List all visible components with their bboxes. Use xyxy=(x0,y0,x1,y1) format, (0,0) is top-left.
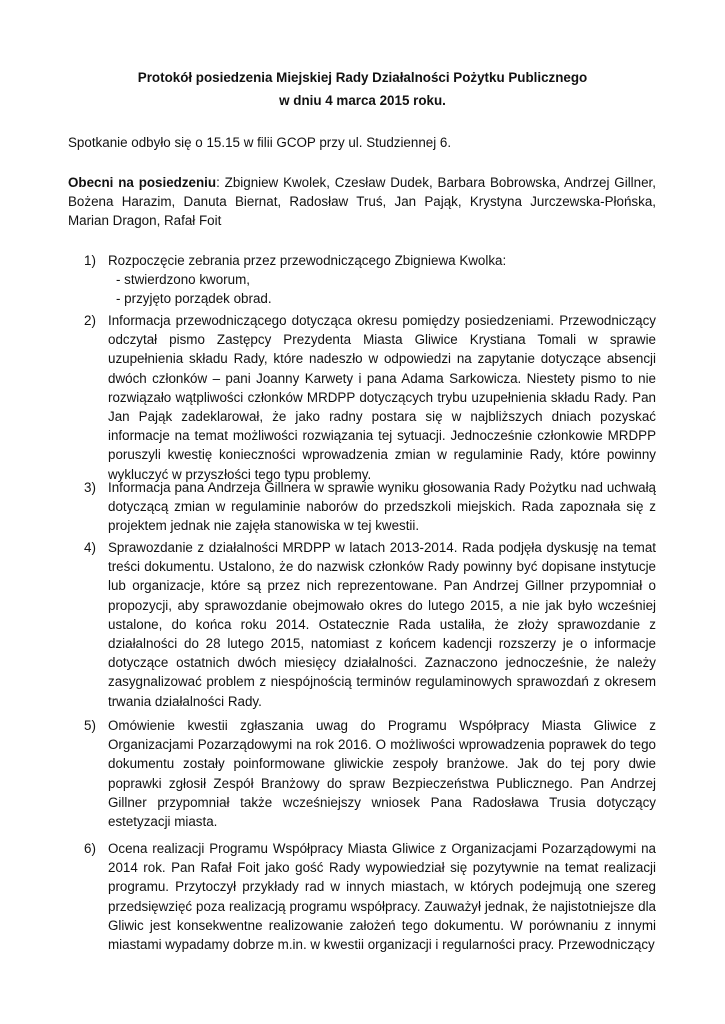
item-text: Ocena realizacji Programu Współpracy Miasta Gliwice z Organizacjami Pozarządowymi na 2014 rok. Pan Rafał Foit jako gość Rady wypowiedział się pozytywnie na temat realizacji programu. Przytoczył przykłady rad w innych miastach, w których podejmują one szereg przedsięwzięć poza realizacją programu współpracy. Zauważył jednak, że najistotniejsze dla Gliwic jest konsekwentne realizowanie założeń tego dokumentu. W porównaniu z innymi miastami wypadamy dobrze m.in. w kwestii organizacji i regularności pracy. Przewodniczący xyxy=(108,841,656,953)
sub-item: - stwierdzono kworum, xyxy=(116,272,250,287)
document-title-line2: w dniu 4 marca 2015 roku. xyxy=(279,93,446,108)
item-text: Informacja przewodniczącego dotycząca okresu pomiędzy posiedzeniami. Przewodniczący odczytał pismo Zastępcy Prezydenta Miasta Gliwice Krystiana Tomali w sprawie uzupełnienia składu Rady, które nadeszło w odpowiedzi na zapytanie dotyczące absencji dwóch członków – pani Joanny Karwety i pana Adama Sarkowicza. Niestety pismo to nie rozwiązało wątpliwości członków MRDPP dotyczących trybu uzupełnienia składu Rady. Pan Jan Pająk zadeklarował, że jako radny postara się w najbliższych dniach pozyskać informacje na temat możliwości rozwiązania tej sytuacji. Jednocześnie członkowie MRDPP poruszyli kwestię konieczności wprowadzenia zmian w regulaminie Rady, które powinny wykluczyć w przyszłości tego typu problemy. xyxy=(108,313,656,482)
item-number: 4) xyxy=(84,540,96,555)
item-number: 2) xyxy=(84,313,96,328)
item-text: Rozpoczęcie zebrania przez przewodniczącego Zbigniewa Kwolka: xyxy=(108,253,507,268)
item-sublist xyxy=(116,270,272,308)
item-number: 1) xyxy=(84,253,96,268)
sub-item: - przyjęto porządek obrad. xyxy=(116,291,272,307)
attendees-names: : Zbigniew Kwolek, Czesław Dudek, Barbara Bobrowska, Andrzej Gillner, Bożena Harazim, Danuta Biernat, Radosław Truś, Jan Pająk, Krystyna Jurczewska-Płońska, Marian Dragon, Rafał Foit xyxy=(68,175,656,229)
attendees-paragraph xyxy=(68,173,656,231)
item-text: Sprawozdanie z działalności MRDPP w latach 2013-2014. Rada podjęła dyskusję na temat treści dokumentu. Ustalono, że do nazwisk członków Rady powinny być dopisane instytucje lub organizacje, które są przez nich reprezentowane. Pan Andrzej Gillner przypomniał o propozycji, aby sprawozdanie obejmowało okres do lutego 2015, a nie jak było wcześniej ustalone, do końca roku 2014. Ostatecznie Rada ustaliła, że złoży sprawozdanie z działalności do 28 lutego 2015, natomiast z końcem kadencji rozszerzy je o informacje dotyczące ostatnich dwóch miesięcy działalności. Zaznaczono jednocześnie, że należy zasygnalizować problem z niespójnością terminów regulaminowych sprawozdań z okresem trwania działalności Rady. xyxy=(108,540,656,709)
item-text: Omówienie kwestii zgłaszania uwag do Programu Współpracy Miasta Gliwice z Organizacjami Pozarządowymi na rok 2016. O możliwości wprowadzenia poprawek do tego dokumentu zostały poinformowane gliwickie zespoły branżowe. Jak do tej pory dwie poprawki zgłosił Zespół Branżowy do spraw Bezpieczeństwa Publicznego. Pan Andrzej Gillner przypomniał także wcześniejszy wniosek Pana Radosława Trusia dotyczący estetyzacji miasta. xyxy=(108,718,656,830)
item-number: 6) xyxy=(84,841,96,856)
item-number: 3) xyxy=(84,480,96,495)
attendees-label: Obecni na posiedzeniu xyxy=(68,175,217,190)
item-number: 5) xyxy=(84,718,96,733)
item-text: Informacja pana Andrzeja Gillnera w sprawie wyniku głosowania Rady Pożytku nad uchwałą dotyczącą zmian w regulaminie naborów do przedszkoli miejskich. Rada zapoznała się z projektem jednak nie zajęła stanowiska w tej kwestii. xyxy=(108,480,656,534)
meeting-info: Spotkanie odbyło się o 15.15 w filii GCOP przy ul. Studziennej 6. xyxy=(68,135,452,150)
document-title-line1: Protokół posiedzenia Miejskiej Rady Działalności Pożytku Publicznego xyxy=(137,70,588,85)
